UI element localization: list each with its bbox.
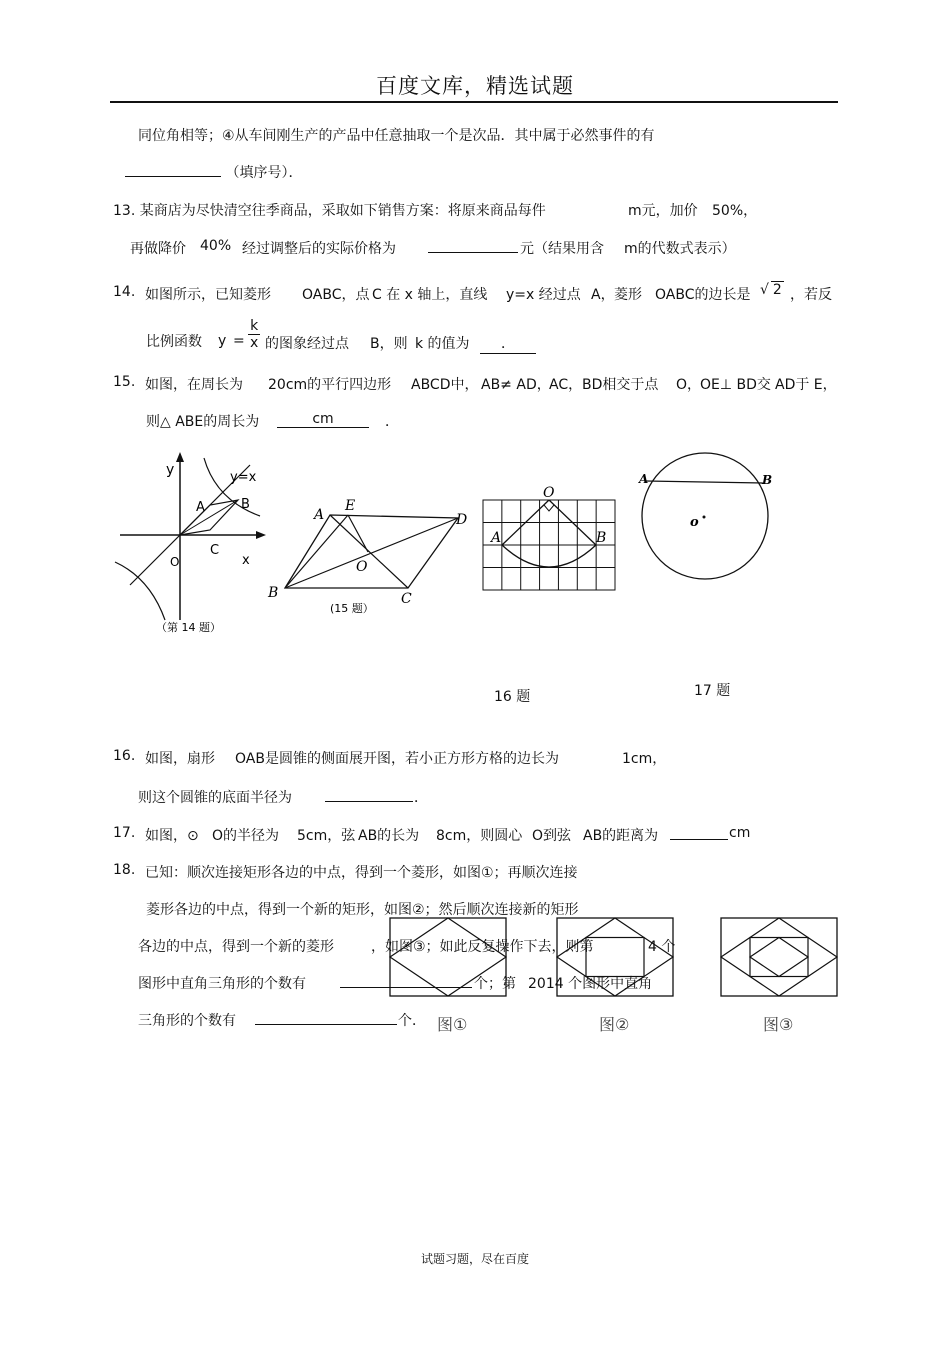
q18-figure-1 bbox=[388, 916, 508, 998]
q18-fig1-label: 图① bbox=[437, 1015, 468, 1034]
q14-line1e: y=x 经过点 bbox=[506, 287, 581, 303]
q12-line1: 同位角相等；④从车间刚生产的产品中任意抽取一个是次品．其中属于必然事件的有 bbox=[138, 128, 655, 144]
q13-line1b: m元，加价 bbox=[628, 203, 698, 219]
q18-fig2-label: 图② bbox=[599, 1015, 630, 1034]
q16-line1c: OAB是圆锥的侧面展开图，若小正方形方格的边长为 bbox=[235, 751, 559, 767]
q14-line1g: 菱形 bbox=[614, 287, 642, 303]
q15-line1d: ABCD中， bbox=[411, 377, 479, 393]
fig14-caption: （第 14 题） bbox=[156, 621, 221, 634]
figure-15 bbox=[260, 490, 480, 620]
q14-line2b: 的图象经过点 bbox=[265, 336, 349, 352]
q14-line1b: 如图所示，已知菱形 bbox=[145, 287, 271, 303]
q18-answer-blank-2 bbox=[255, 1010, 397, 1029]
q18-line4c: 2014 个图形中直角 bbox=[528, 976, 653, 992]
q14-answer-blank: ． bbox=[480, 333, 536, 354]
fig15-point-e: E bbox=[345, 498, 356, 514]
q16-end: ． bbox=[414, 790, 428, 806]
q12-answer-blank bbox=[125, 162, 221, 177]
q13-line1c: 50%， bbox=[712, 203, 758, 219]
q13-line2e: m的代数式表示） bbox=[624, 241, 736, 257]
q13-line2d: 元（结果用含 bbox=[520, 241, 604, 257]
q12-line2 bbox=[125, 162, 302, 182]
fig14-point-b: B bbox=[241, 497, 250, 512]
q17-answer-blank bbox=[670, 825, 728, 844]
q15-line1e: AB≠ AD， bbox=[481, 377, 551, 393]
fig16-point-b: B bbox=[596, 530, 607, 546]
q18-line3a: 各边的中点，得到一个新的菱形 bbox=[138, 939, 334, 955]
q15-line1b: 如图，在周长为 bbox=[145, 377, 243, 393]
q18-figure-3 bbox=[719, 916, 839, 998]
q17-f: 8cm，则圆心 bbox=[436, 828, 523, 844]
q17-c: O的半径为 bbox=[212, 828, 280, 844]
q16-line2a: 则这个圆锥的底面半径为 bbox=[138, 790, 292, 806]
q13-line2a: 再做降价 bbox=[130, 241, 186, 257]
q18-figure-2 bbox=[555, 916, 675, 998]
q15-line1c: 20cm的平行四边形 bbox=[268, 377, 392, 393]
q16-answer-blank bbox=[325, 787, 413, 806]
q15-line1h: O， bbox=[676, 377, 702, 393]
fig17-point-b: B bbox=[762, 473, 773, 487]
q15-line2a: 则△ ABE的周长为 bbox=[146, 414, 260, 430]
fig16-point-o: O bbox=[543, 485, 555, 501]
fig17-caption: 17 题 bbox=[694, 683, 731, 699]
fig15-point-a: A bbox=[314, 507, 325, 523]
q15-number: 15. bbox=[113, 374, 136, 390]
fig14-origin: O bbox=[170, 555, 180, 569]
q17-number: 17. bbox=[113, 825, 136, 841]
fig15-point-d: D bbox=[456, 512, 468, 528]
q18-fig3-label: 图③ bbox=[763, 1015, 794, 1034]
q18-line4a: 图形中直角三角形的个数有 bbox=[138, 976, 306, 992]
q18-line1: 已知：顺次连接矩形各边的中点，得到一个菱形，如图①；再顺次连接 bbox=[145, 865, 578, 881]
q12-suffix: （填序号）． bbox=[225, 165, 303, 181]
q13-line2b: 40% bbox=[200, 238, 232, 254]
fig15-caption: (15 题） bbox=[330, 602, 374, 615]
q15-line1g: BD相交于点 bbox=[582, 377, 659, 393]
q14-line2c: B，则 bbox=[370, 336, 408, 352]
q15-end: ． bbox=[385, 414, 399, 430]
q16-line1d: 1cm， bbox=[622, 751, 667, 767]
figure-17 bbox=[632, 450, 782, 585]
page-title: 百度文库，精选试题 bbox=[376, 74, 574, 98]
q18-line2: 菱形各边的中点，得到一个新的矩形，如图②；然后顺次连接新的矩形 bbox=[146, 902, 579, 918]
q17-e: AB的长为 bbox=[358, 828, 420, 844]
fig16-caption: 16 题 bbox=[494, 689, 531, 705]
q18-line4b: 个；第 bbox=[474, 976, 516, 992]
q15-line1i: OE⊥ BD交 bbox=[700, 377, 771, 393]
q18-line3c: 4 个 bbox=[648, 939, 676, 955]
q14-line1d: C 在 x 轴上，直线 bbox=[372, 287, 488, 303]
q14-sqrt: √ 2 bbox=[760, 282, 782, 298]
q14-line1c: OABC，点 bbox=[302, 287, 370, 303]
fig14-point-c: C bbox=[210, 543, 220, 558]
q17-b: 如图，⊙ bbox=[145, 828, 199, 844]
q17-d: 5cm，弦 bbox=[297, 828, 356, 844]
figure-14 bbox=[110, 450, 280, 645]
q18-line5a: 三角形的个数有 bbox=[138, 1013, 236, 1029]
q13-answer-blank bbox=[428, 238, 518, 257]
q15-line1j: AD于 E， bbox=[775, 377, 837, 393]
q17-unit: cm bbox=[729, 825, 751, 841]
q14-fn-eq: = bbox=[233, 333, 245, 349]
q16-number: 16. bbox=[113, 748, 136, 764]
q18-number: 18. bbox=[113, 862, 136, 878]
q18-line3b: ，如图③；如此反复操作下去，则第 bbox=[371, 939, 594, 955]
fig17-center-o: o bbox=[690, 515, 699, 530]
fig15-point-o: O bbox=[356, 559, 368, 575]
q17-h: AB的距离为 bbox=[583, 828, 659, 844]
page-footer: 试题习题，尽在百度 bbox=[420, 1252, 529, 1266]
header-rule bbox=[110, 101, 838, 103]
fig17-point-a: A bbox=[639, 472, 649, 486]
fig14-point-a: A bbox=[196, 500, 205, 515]
q18-line5b: 个． bbox=[398, 1013, 426, 1029]
fig16-point-a: A bbox=[491, 530, 502, 546]
q15-answer-blank: cm bbox=[277, 411, 369, 428]
q14-line2a: 比例函数 bbox=[146, 334, 202, 350]
fig14-line-label: y=x bbox=[230, 470, 257, 485]
q15-line1f: AC， bbox=[549, 377, 583, 393]
q14-fraction: $\frac{k}{x}$ bbox=[250, 318, 259, 351]
q17-g: O到弦 bbox=[532, 828, 572, 844]
fig15-point-c: C bbox=[401, 591, 412, 607]
fig14-x-label: x bbox=[242, 553, 250, 568]
figure-16 bbox=[478, 484, 620, 596]
q14-line1h: OABC的边长是 bbox=[655, 287, 751, 303]
q14-fn-y: y bbox=[218, 333, 227, 349]
q13-line1a: 13. 某商店为尽快清空往季商品，采取如下销售方案：将原来商品每件 bbox=[113, 203, 546, 219]
q14-line1f: A， bbox=[591, 287, 615, 303]
fig14-y-label: y bbox=[166, 462, 175, 478]
q13-line2c: 经过调整后的实际价格为 bbox=[242, 241, 396, 257]
q16-line1b: 如图，扇形 bbox=[145, 751, 215, 767]
q14-line2d: k 的值为 bbox=[415, 336, 470, 352]
q14-number: 14. bbox=[113, 284, 136, 300]
fig15-point-b: B bbox=[268, 585, 279, 601]
q14-line1i: ，若反 bbox=[790, 287, 832, 303]
